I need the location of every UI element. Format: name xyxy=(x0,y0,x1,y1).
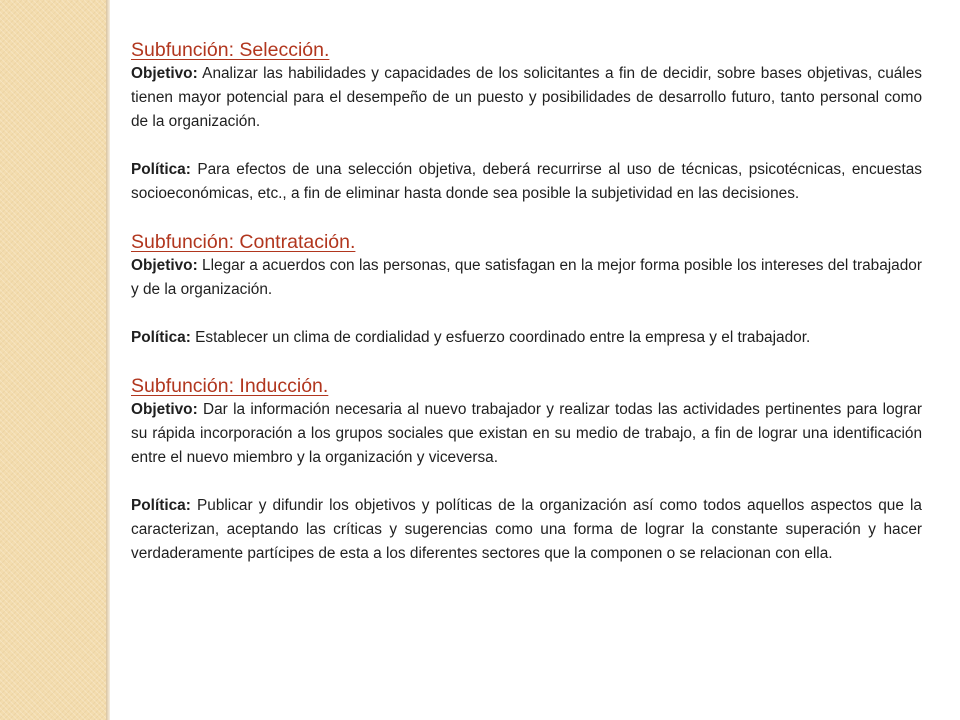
objetivo-paragraph-seleccion xyxy=(131,62,922,134)
section-induccion xyxy=(131,374,922,566)
section-contratacion xyxy=(131,230,922,350)
objetivo-text: Dar la información necesaria al nuevo trabajador y realizar todas las actividades pertinentes para lograr su rápida incorporación a los grupos sociales que existan en su medio de trabajo, a fin de lograr una identificación entre el nuevo miembro y la organización y viceversa. xyxy=(131,401,922,466)
politica-text: Para efectos de una selección objetiva, deberá recurrirse al uso de técnicas, psicotécnicas, encuestas socioeconómicas, etc., a fin de eliminar hasta donde sea posible la subjetividad en las decisiones. xyxy=(131,161,922,202)
section-seleccion xyxy=(131,38,922,206)
decorative-side-band xyxy=(0,0,106,720)
paragraph-gap xyxy=(131,302,922,326)
objetivo-label: Objetivo: xyxy=(131,257,198,274)
objetivo-label: Objetivo: xyxy=(131,65,198,82)
objetivo-paragraph-induccion xyxy=(131,398,922,470)
paragraph-gap xyxy=(131,470,922,494)
politica-label: Política: xyxy=(131,497,191,514)
politica-text: Publicar y difundir los objetivos y políticas de la organización así como todos aquellos aspectos que la caracterizan, aceptando las críticas y sugerencias como una forma de lograr la constante superación y hacer verdaderamente partícipes de esta a los diferentes sectores que la componen o se relacionan con ella. xyxy=(131,497,922,562)
politica-paragraph-contratacion xyxy=(131,326,922,350)
politica-paragraph-seleccion xyxy=(131,158,922,206)
objetivo-label: Objetivo: xyxy=(131,401,198,418)
section-title-contratacion: Subfunción: Contratación. xyxy=(131,231,356,253)
politica-label: Política: xyxy=(131,329,191,346)
paragraph-gap xyxy=(131,134,922,158)
slide-content xyxy=(131,38,922,566)
politica-label: Política: xyxy=(131,161,191,178)
politica-text: Establecer un clima de cordialidad y esfuerzo coordinado entre la empresa y el trabajador. xyxy=(190,329,811,346)
side-band-edge xyxy=(106,0,110,720)
objetivo-paragraph-contratacion xyxy=(131,254,922,302)
section-title-induccion: Subfunción: Inducción. xyxy=(131,375,329,397)
objetivo-text: Analizar las habilidades y capacidades de los solicitantes a fin de decidir, sobre bases objetivas, cuáles tienen mayor potencial para el desempeño de un puesto y posibilidades de desarrollo futuro, tanto personal como de la organización. xyxy=(131,65,922,130)
politica-paragraph-induccion xyxy=(131,494,922,566)
section-title-seleccion: Subfunción: Selección. xyxy=(131,39,330,61)
objetivo-text: Llegar a acuerdos con las personas, que satisfagan en la mejor forma posible los intereses del trabajador y de la organización. xyxy=(131,257,922,298)
